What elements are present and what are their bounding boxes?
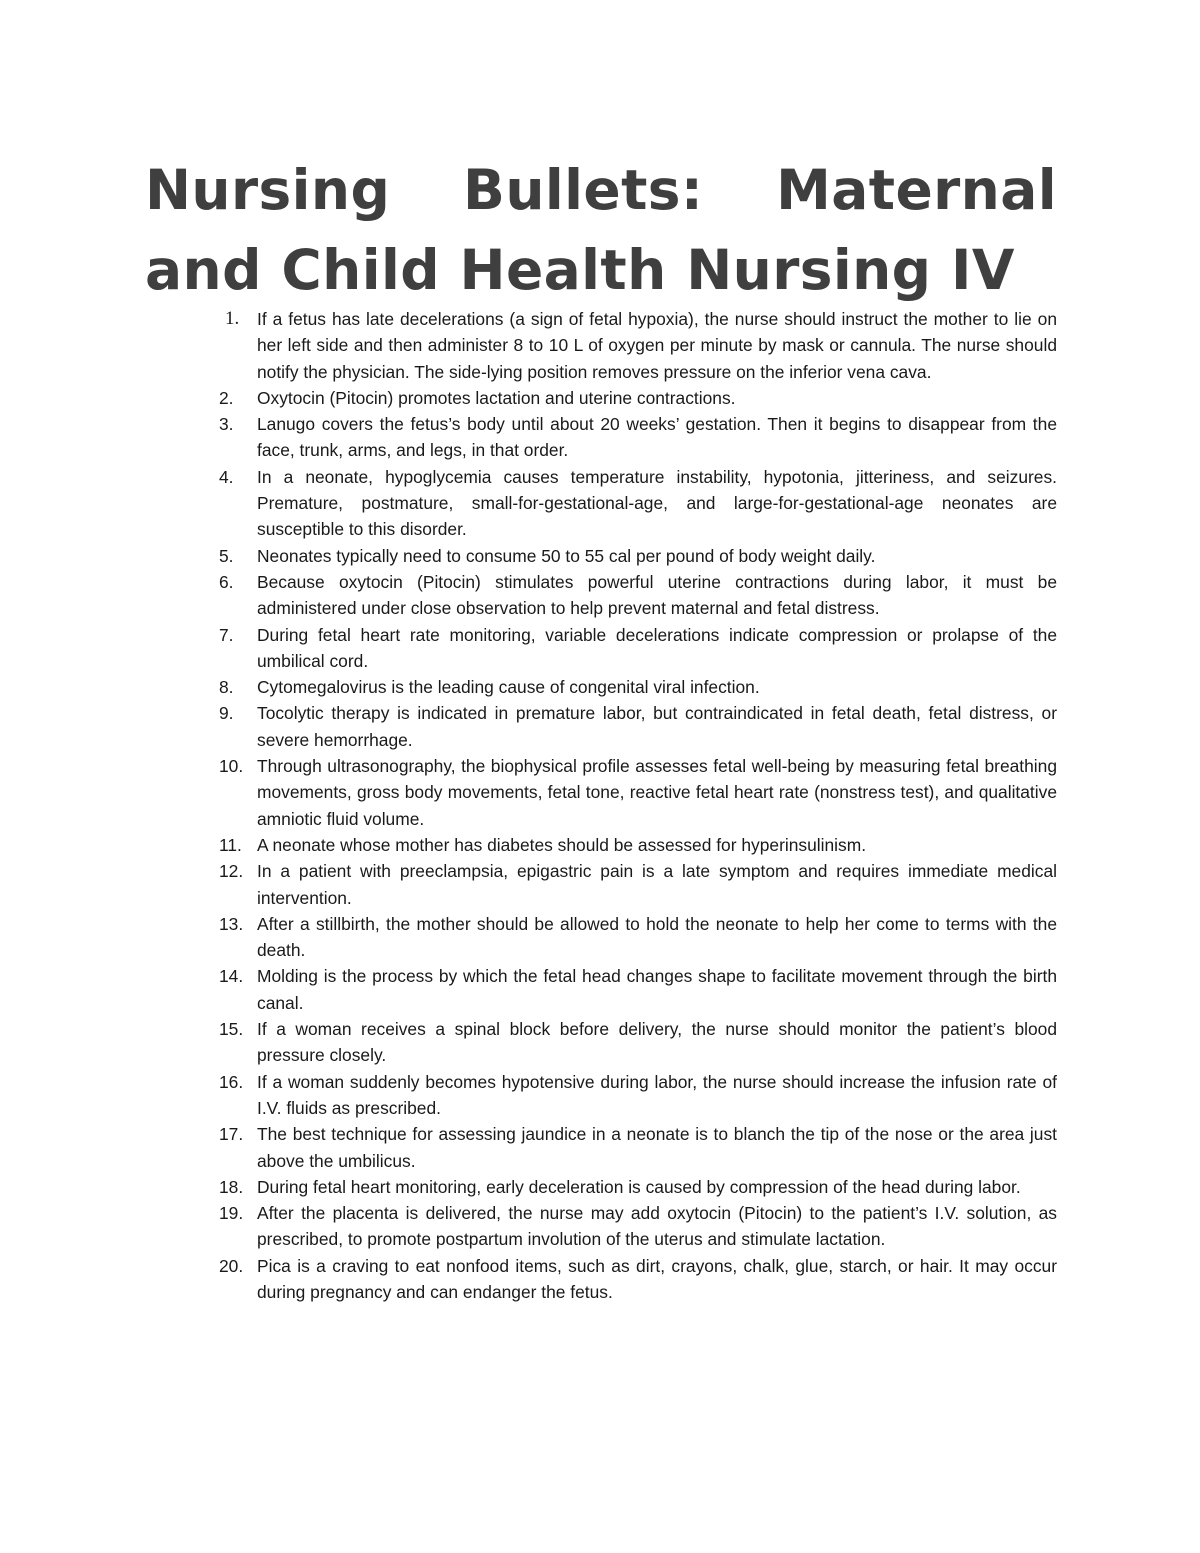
item-text: Through ultrasonography, the biophysical profile assesses fetal well-being by measuring fetal breathing movements, gross body movements, fetal tone, reactive fetal heart rate (nonstress test), and qualitative amniotic fluid volume. bbox=[257, 756, 1057, 829]
item-text: If a fetus has late decelerations (a sign of fetal hypoxia), the nurse should instruct the mother to lie on her left side and then administer 8 to 10 L of oxygen per minute by mask or cannula. The nurse should notify the physician. The side-lying position removes pressure on the inferior vena cava. bbox=[257, 309, 1057, 382]
item-number: 6. bbox=[219, 571, 234, 592]
item-number: 1. bbox=[225, 308, 240, 329]
item-text: After the placenta is delivered, the nurse may add oxytocin (Pitocin) to the patient’s I.V. solution, as prescribed, to promote postpartum involution of the uterus and stimulate lactation. bbox=[257, 1203, 1057, 1250]
item-number: 17. bbox=[219, 1124, 244, 1145]
list-item bbox=[145, 569, 1057, 622]
item-number: 9. bbox=[219, 703, 234, 724]
item-number: 8. bbox=[219, 677, 234, 698]
list-item bbox=[145, 832, 1057, 858]
item-text: During fetal heart monitoring, early deceleration is caused by compression of the head during labor. bbox=[257, 1176, 1021, 1197]
list-item bbox=[145, 911, 1057, 964]
item-text: After a stillbirth, the mother should be allowed to hold the neonate to help her come to terms with the death. bbox=[257, 913, 1057, 961]
list-item bbox=[145, 1069, 1057, 1122]
item-number: 18. bbox=[219, 1176, 244, 1197]
item-text: If a woman receives a spinal block before delivery, the nurse should monitor the patient’s blood pressure closely. bbox=[257, 1019, 1057, 1066]
item-text: Tocolytic therapy is indicated in premature labor, but contraindicated in fetal death, fetal distress, or severe hemorrhage. bbox=[257, 703, 1057, 750]
item-number: 15. bbox=[219, 1019, 244, 1040]
item-number: 13. bbox=[219, 913, 244, 934]
list-item bbox=[145, 1200, 1057, 1253]
item-text: Lanugo covers the fetus’s body until about 20 weeks’ gestation. Then it begins to disappear from the face, trunk, arms, and legs, in that order. bbox=[257, 414, 1057, 461]
list-item bbox=[145, 464, 1057, 543]
list-item bbox=[145, 411, 1057, 464]
list-item bbox=[145, 306, 1057, 385]
item-number: 4. bbox=[219, 466, 234, 487]
item-number: 7. bbox=[219, 624, 234, 645]
item-text: In a neonate, hypoglycemia causes temperature instability, hypotonia, jitteriness, and seizures. Premature, postmature, small-for-gestational-age, and large-for-gestational-age neonates are susceptible to this disorder. bbox=[257, 466, 1057, 540]
item-number: 3. bbox=[219, 414, 234, 435]
item-text: Because oxytocin (Pitocin) stimulates powerful uterine contractions during labor, it must be administered under close observation to help prevent maternal and fetal distress. bbox=[257, 571, 1057, 619]
item-text: Oxytocin (Pitocin) promotes lactation and uterine contractions. bbox=[257, 387, 736, 408]
list-item bbox=[145, 385, 1057, 411]
item-text: Molding is the process by which the fetal head changes shape to facilitate movement through the birth canal. bbox=[257, 966, 1057, 1013]
document-title: Nursing Bullets: Maternal and Child Health Nursing IV bbox=[145, 158, 1057, 302]
item-number: 5. bbox=[219, 545, 234, 566]
list-item bbox=[145, 1253, 1057, 1306]
item-number: 14. bbox=[219, 966, 244, 987]
item-text: If a woman suddenly becomes hypotensive during labor, the nurse should increase the infusion rate of I.V. fluids as prescribed. bbox=[257, 1071, 1057, 1118]
item-text: Pica is a craving to eat nonfood items, such as dirt, crayons, chalk, glue, starch, or hair. It may occur during pregnancy and can endanger the fetus. bbox=[257, 1255, 1057, 1302]
item-text: A neonate whose mother has diabetes should be assessed for hyperinsulinism. bbox=[257, 834, 867, 855]
list-item bbox=[145, 674, 1057, 700]
item-number: 16. bbox=[219, 1071, 244, 1092]
item-number: 12. bbox=[219, 861, 244, 882]
list-item bbox=[145, 858, 1057, 911]
item-number: 20. bbox=[219, 1255, 244, 1276]
list-item bbox=[145, 622, 1057, 675]
bullet-list bbox=[145, 306, 1057, 1305]
item-text: In a patient with preeclampsia, epigastric pain is a late symptom and requires immediate medical intervention. bbox=[257, 861, 1057, 908]
item-number: 11. bbox=[219, 834, 242, 855]
list-item bbox=[145, 700, 1057, 753]
item-number: 2. bbox=[219, 387, 234, 408]
item-text: The best technique for assessing jaundice in a neonate is to blanch the tip of the nose or the area just above the umbilicus. bbox=[257, 1124, 1057, 1171]
item-text: During fetal heart rate monitoring, variable decelerations indicate compression or prolapse of the umbilical cord. bbox=[257, 624, 1057, 671]
list-item bbox=[145, 963, 1057, 1016]
list-item bbox=[145, 1121, 1057, 1174]
list-item bbox=[145, 1174, 1057, 1200]
item-text: Neonates typically need to consume 50 to 55 cal per pound of body weight daily. bbox=[257, 545, 876, 566]
item-number: 10. bbox=[219, 756, 244, 777]
item-text: Cytomegalovirus is the leading cause of congenital viral infection. bbox=[257, 677, 760, 698]
list-item bbox=[145, 1016, 1057, 1069]
list-item bbox=[145, 543, 1057, 569]
list-item bbox=[145, 753, 1057, 832]
item-number: 19. bbox=[219, 1203, 244, 1224]
